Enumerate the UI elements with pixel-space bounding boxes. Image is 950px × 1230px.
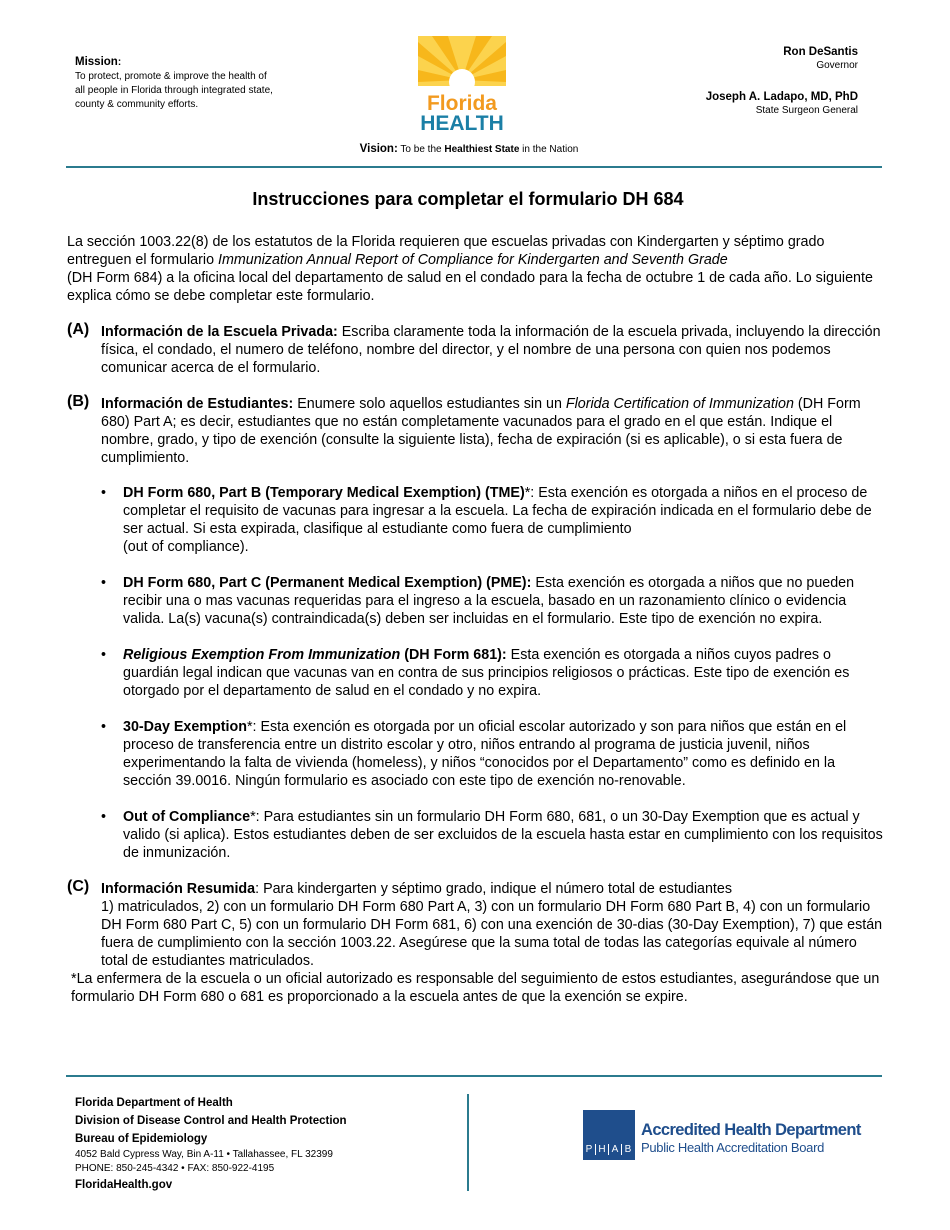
list-item <box>101 484 885 556</box>
tme-text-2: (out of compliance). <box>123 539 249 555</box>
exemption-list <box>101 484 885 862</box>
governor-title: Governor <box>816 60 858 71</box>
pme-text: Esta exención es otorgada a niños que no pueden recibir una o mas vacunas requeridas para el ingreso a la escuela, basado en un razonamiento clínico o evidencia valida. La(s) vacuna(s) contraindicada(s) deben ser incluidas en el formulario. Este tipo de exención no expira. <box>123 575 855 627</box>
religious-heading: Religious Exemption From Immunization <box>123 647 401 663</box>
section-c-text: : Para kindergarten y séptimo grado, indique el número total de estudiantes <box>255 881 732 897</box>
intro-paragraph <box>67 233 885 305</box>
mission-block: Mission: To protect, promote & improve the health of all people in Florida through integrated state, county & community efforts. <box>75 55 275 112</box>
footer-contact <box>75 1094 347 1194</box>
intro-text-1: La sección 1003.22(8) de los estatutos de la Florida requieren que escuelas privadas con Kindergarten y séptimo grado entreguen el formulario <box>67 234 825 268</box>
section-c-text-2: 1) matriculados, 2) con un formulario DH Form 680 Part A, 3) con un formulario DH Form 680 Part B, 4) con un formulario DH Form 680 Part C, 5) con un formulario DH Form 681, 6) con una exención de 30-dias (30-Day Exemption), 7) que están fuera de cumplimiento con la sección 1003.22. Asegúrese que la suma total de todas las categorías equivale al número total de estudiantes matriculados. <box>101 899 883 969</box>
footer-bureau: Bureau of Epidemiology <box>75 1133 208 1145</box>
intro-form-title: Immunization Annual Report of Compliance for Kindergarten and Seventh Grade <box>218 252 728 268</box>
bullet-icon: • <box>101 575 107 591</box>
vision-post: in the Nation <box>522 144 579 155</box>
list-item <box>101 574 885 628</box>
header-divider <box>66 166 882 168</box>
day30-text: *: Esta exención es otorgada por un oficial escolar autorizado y son para niños que están en el proceso de transferencia entre un distrito escolar y otro, niños entrando al programa de justicia juvenil, niños experimentando la falta de vivienda (homeless), y niños “conocidos por el Departamento” como es definido en la sección 39.0016. Ningún formulario es asociado con este tipo de exención no-renovable. <box>123 719 847 789</box>
vision-label: Vision <box>359 143 394 155</box>
religious-form: (DH Form 681): <box>404 647 507 663</box>
vision-line: Vision: To be the Healthiest State in the Nation <box>359 143 579 155</box>
list-item <box>101 808 885 862</box>
footer-divider <box>66 1075 882 1077</box>
section-a-text: Escriba claramente toda la información de la escuela privada, incluyendo la dirección física, el condado, el numero de teléfono, nombre del director, y el nombre de una persona con quien nos podemos comunicar acerca de el formulario. <box>101 324 881 376</box>
footnote: *La enfermera de la escuela o un oficial autorizado es responsable del seguimiento de estos estudiantes, asegurándose que un formulario DH Form 680 o 681 es proporcionado a la escuela antes de que la exención se expire. <box>71 971 880 1005</box>
surgeon-name: Joseph A. Ladapo, MD, PhD <box>705 91 858 103</box>
mission-label: Mission <box>75 56 118 68</box>
phab-text <box>641 1121 861 1155</box>
bullet-icon: • <box>101 719 107 735</box>
footer-vertical-divider <box>467 1094 469 1191</box>
bullet-icon: • <box>101 647 107 663</box>
footer-phone: PHONE: 850-245-4342 • FAX: 850-922-4195 <box>75 1163 275 1174</box>
page-title: Instrucciones para completar el formulario DH 684 <box>252 189 684 209</box>
logo-line1: Florida <box>426 92 498 115</box>
phab-letters <box>583 1144 635 1160</box>
list-item <box>101 646 885 700</box>
footer-division: Division of Disease Control and Health Protection <box>75 1115 347 1127</box>
phab-letter: P <box>583 1144 596 1155</box>
tme-heading: DH Form 680, Part B (Temporary Medical Exemption) (TME) <box>123 485 525 501</box>
section-a <box>67 323 885 377</box>
section-b-cert-title: Florida Certification of Immunization <box>565 396 794 412</box>
phab-letter: B <box>624 1144 632 1155</box>
footer-dept: Florida Department of Health <box>75 1097 233 1109</box>
document-body <box>67 233 885 1006</box>
logo-line2: HEALTH <box>420 112 504 132</box>
phab-logo-icon <box>583 1110 635 1160</box>
florida-health-logo <box>418 36 506 132</box>
intro-text-2: (DH Form 684) a la oficina local del departamento de salud en el condado para la fecha de octubre 1 de cada año. Lo siguiente explica cómo se debe completar este formulario. <box>67 270 873 304</box>
section-b-heading: Información de Estudiantes: <box>101 396 294 412</box>
section-c-letter: (C) <box>67 878 90 895</box>
section-b-text-2: (DH Form 680) Part A; es decir, estudiantes que no están completamente vacunados para el grado en el que están. Indique el nombre, grado, y tipo de exención (consulte la siguiente lista), fecha de expiración (si es aplicable), o si esta fuera de cumplimiento. <box>101 396 861 466</box>
pme-heading: DH Form 680, Part C (Permanent Medical Exemption) (PME): <box>123 575 532 591</box>
list-item <box>101 718 885 790</box>
ooc-heading: Out of Compliance <box>123 809 251 825</box>
governor-name: Ron DeSantis <box>783 46 858 58</box>
officials-block <box>706 45 858 118</box>
day30-heading: 30-Day Exemption <box>123 719 247 735</box>
phab-letter: H <box>596 1144 609 1155</box>
section-a-heading: Información de la Escuela Privada: <box>101 324 338 340</box>
phab-line2: Public Health Accreditation Board <box>641 1140 825 1155</box>
footer-address: 4052 Bald Cypress Way, Bin A-11 • Tallahassee, FL 32399 <box>75 1149 333 1160</box>
mission-text: To protect, promote & improve the health of all people in Florida through integrated state, county & community efforts. <box>75 71 273 110</box>
phab-line1: Accredited Health Department <box>641 1121 861 1139</box>
surgeon-title: State Surgeon General <box>755 105 858 116</box>
ooc-text: *: Para estudiantes sin un formulario DH Form 680, 681, o un 30-Day Exemption que es actual y valido (si aplica). Estos estudiantes deben de ser excluidos de la escuela hasta estar en cumplimiento con los requisitos de inmunización. <box>123 809 883 861</box>
religious-text: Esta exención es otorgada a niños cuyos padres o guardián legal indican que vacunas van en contra de sus principios religiosos o prácticas. Este tipo de exención es otorgado por el departamento de salud en el condado y no expira. <box>123 647 850 699</box>
footer-website-link[interactable]: FloridaHealth.gov <box>75 1179 173 1191</box>
section-b-text-1: Enumere solo aquellos estudiantes sin un <box>297 396 566 412</box>
section-c <box>67 880 885 970</box>
section-b <box>67 395 885 862</box>
section-b-letter: (B) <box>67 393 90 410</box>
bullet-icon: • <box>101 485 107 501</box>
vision-bold: Healthiest State <box>444 144 520 155</box>
section-c-heading: Información Resumida <box>101 881 256 897</box>
phab-letter: A <box>609 1144 622 1155</box>
phab-accreditation-logo <box>583 1110 883 1162</box>
bullet-icon: • <box>101 809 107 825</box>
tme-text: *: Esta exención es otorgada a niños en el proceso de completar el requisito de vacunas para ingresar a la escuela. La fecha de expiración indicada en el formulario debe de ser actual. Si esta expirada, clasifique al estudiante como fuera de cumplimiento <box>123 485 872 537</box>
vision-pre: To be the <box>400 144 442 155</box>
section-a-letter: (A) <box>67 321 90 338</box>
